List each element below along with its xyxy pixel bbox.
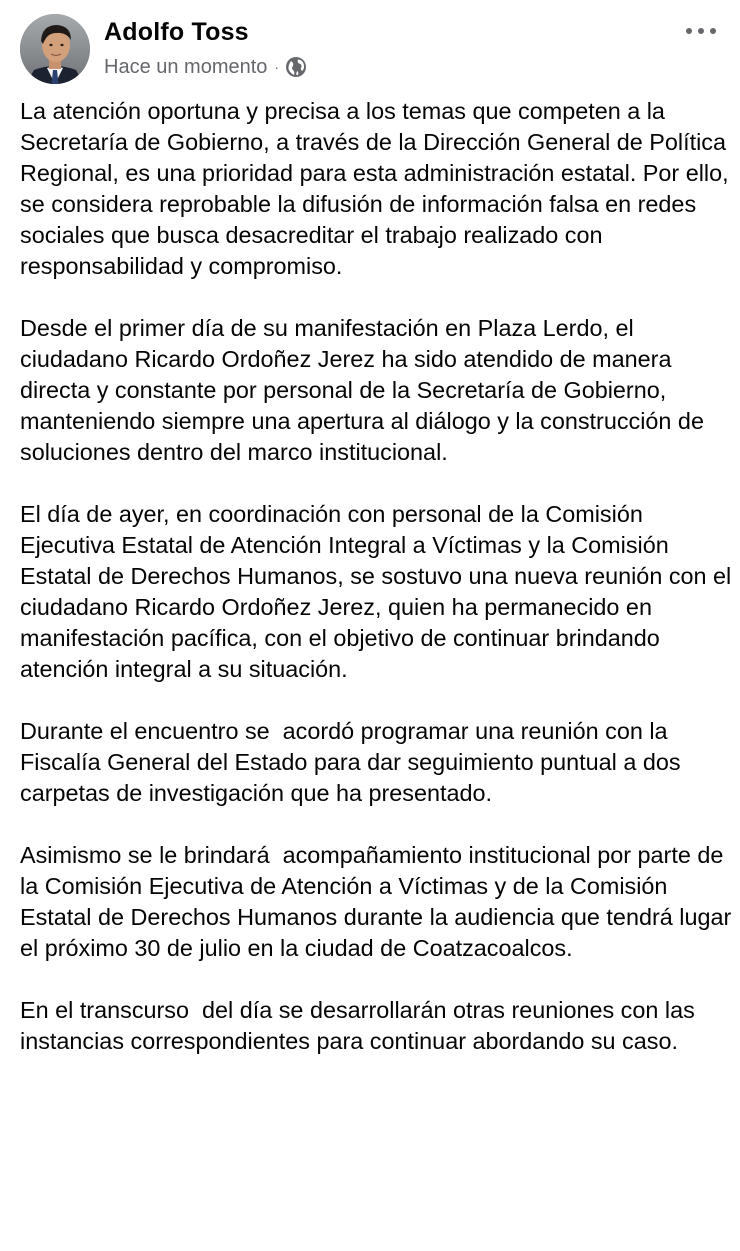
post-text xyxy=(20,96,738,1088)
post-header xyxy=(0,0,740,92)
post-paragraph: En el transcurso del día se desarrollarán otras reuniones con las instancias correspondientes para continuar abordando su caso. xyxy=(20,997,702,1054)
post-paragraph: Desde el primer día de su manifestación en Plaza Lerdo, el ciudadano Ricardo Ordoñez Jerez ha sido atendido de manera directa y constante por personal de la Secretaría de Gobierno, manteniendo siempre una apertura al diálogo y la construcción de soluciones dentro del marco institucional. xyxy=(20,315,711,465)
post-meta xyxy=(104,54,307,80)
post-paragraph: El día de ayer, en coordinación con personal de la Comisión Ejecutiva Estatal de Atención Integral a Víctimas y la Comisión Estatal de Derechos Humanos, se sostuvo una nueva reunión con el ciudadano Ricardo Ordoñez Jerez, quien ha permanecido en manifestación pacífica, con el objetivo de continuar brindando atención integral a su situación. xyxy=(20,501,738,682)
ellipsis-icon xyxy=(685,27,717,35)
more-options-button[interactable] xyxy=(680,18,722,44)
author-name[interactable]: Adolfo Toss xyxy=(104,18,249,46)
post-paragraph: Durante el encuentro se acordó programar una reunión con la Fiscalía General del Estado para dar seguimiento puntual a dos carpetas de investigación que ha presentado. xyxy=(20,718,688,806)
meta-separator: · xyxy=(274,59,280,75)
post-paragraph: Asimismo se le brindará acompañamiento institucional por parte de la Comisión Ejecutiva de Atención a Víctimas y de la Comisión Estatal de Derechos Humanos durante la audiencia que tendrá lugar el próximo 30 de julio en la ciudad de Coatzacoalcos. xyxy=(20,842,738,961)
post-paragraph: La atención oportuna y precisa a los temas que competen a la Secretaría de Gobierno, a través de la Dirección General de Política Regional, es una prioridad para esta administración estatal. Por ello, se considera reprobable la difusión de información falsa en redes sociales que busca desacreditar el trabajo realizado con responsabilidad y compromiso. xyxy=(20,98,736,279)
author-avatar[interactable] xyxy=(20,14,90,84)
post-timestamp[interactable]: Hace un momento xyxy=(104,55,268,78)
profile-photo xyxy=(20,14,90,84)
globe-icon[interactable] xyxy=(285,56,307,78)
